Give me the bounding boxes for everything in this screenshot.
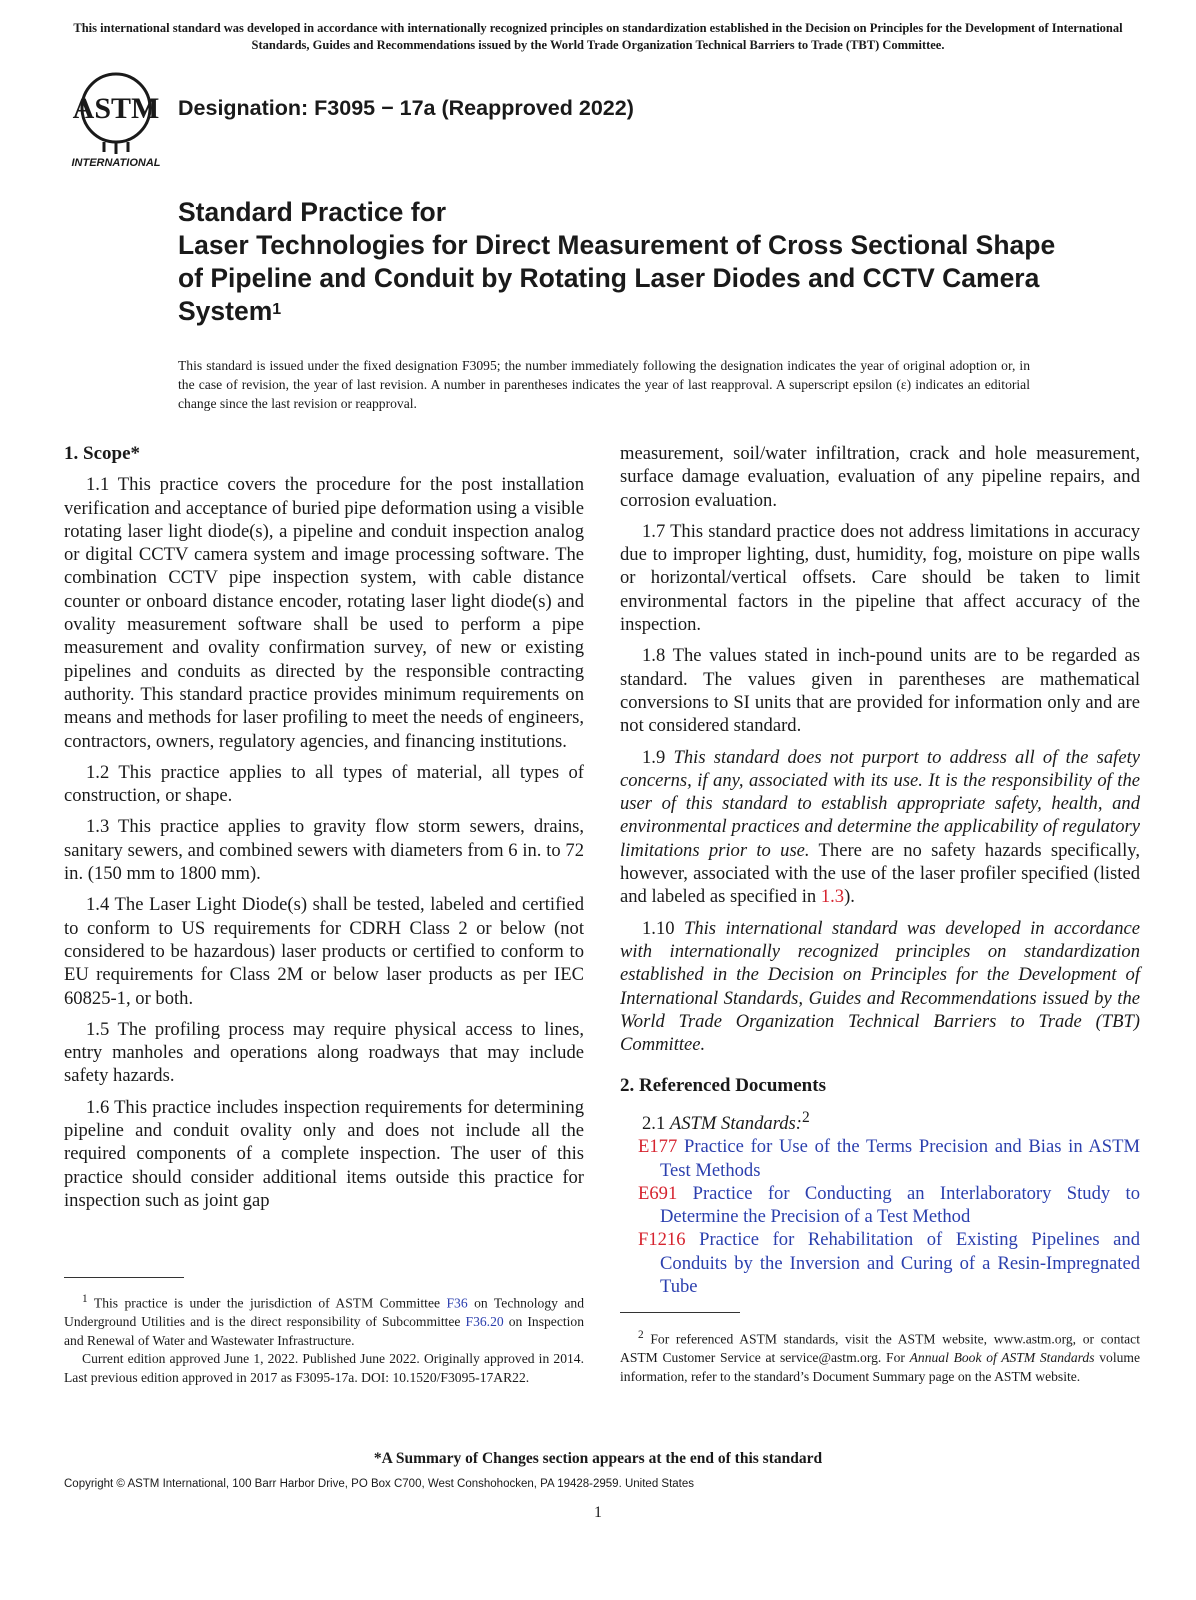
reference-title[interactable]: Practice for Conducting an Interlaboratory Study to Determine the Precision of a Test Method [660, 1182, 1140, 1228]
reference-item-e691 [620, 1182, 1140, 1229]
title-main: Laser Technologies for Direct Measurement of Cross Sectional Shape of Pipeline and Conduit by Rotating Laser Diodes and CCTV Camera System [178, 230, 1056, 326]
astm-standards-subheading [620, 1106, 1140, 1135]
section-1-9-number: 1.9 [642, 746, 666, 768]
reference-item-e177 [620, 1135, 1140, 1182]
footnote-rule-left [64, 1277, 184, 1278]
footnote-2-mark: 2 [638, 1329, 644, 1341]
reference-title[interactable]: Practice for Use of the Terms Precision and Bias in ASTM Test Methods [660, 1136, 1140, 1181]
section-1-6-continued: measurement, soil/water infiltration, crack and hole measurement, surface damage evaluation, evaluation of any pipeline repairs, and corrosion evaluation. [620, 443, 1140, 511]
title-line-1: Standard Practice for [178, 197, 447, 227]
title-line-2 [178, 229, 1078, 328]
subheading-footnote-mark: 2 [801, 1108, 810, 1126]
committee-f36-link[interactable]: F36 [446, 1295, 468, 1311]
footnote-1 [64, 1290, 584, 1387]
astm-logo-icon [62, 68, 170, 168]
title-footnote-mark: 1 [272, 301, 282, 318]
footnote-1-text-c: on Inspection and Renewal of Water and Wastewater Infrastructure. [64, 1314, 584, 1348]
summary-of-changes-note: *A Summary of Changes section appears at the end of this standard [373, 1450, 823, 1467]
section-1-9-text: There are no safety hazards specifically, however, associated with the use of the laser profiler specified (listed and labeled as specified in [620, 839, 1141, 908]
left-column [64, 442, 584, 1220]
footnote-2-italic: Annual Book of ASTM Standards [909, 1350, 1095, 1366]
footnote-2-text-b: volume information, refer to the standard’s Document Summary page on the ASTM website. [620, 1350, 1141, 1384]
footnote-2-text-a: For referenced ASTM standards, visit the ASTM website, www.astm.org, or contact ASTM Customer Service at service@astm.org. For [620, 1331, 1140, 1366]
footnote-1-edition: Current edition approved June 1, 2022. Published June 2022. Originally approved in 2014. Last previous edition approved in 2017 as F3095-17a. DOI: 10.1520/F3095-17AR22. [64, 1351, 584, 1385]
footnote-2 [620, 1326, 1140, 1386]
section-1-10-number: 1.10 [642, 917, 675, 939]
referenced-documents-heading: 2. Referenced Documents [620, 1075, 826, 1097]
section-1-7: 1.7 This standard practice does not address limitations in accuracy due to improper lighting, dust, humidity, fog, moisture on pipe walls or horizontal/vertical offsets. Care should be taken to limit environmental factors in the pipeline that affect accuracy of the inspection. [620, 520, 1140, 636]
copyright: Copyright © ASTM International, 100 Barr Harbor Drive, PO Box C700, West Conshohocken, PA 19428-2959. United States [64, 1478, 695, 1490]
subcommittee-f36-20-link[interactable]: F36.20 [465, 1314, 504, 1330]
section-1-6: 1.6 This practice includes inspection requirements for determining pipeline and conduit ovality only and does not include all the required components of a complete inspection. The user of this practice should consider additional items outside this practice for inspection such as joint gap [64, 1096, 584, 1211]
subheading-label: ASTM Standards: [669, 1112, 802, 1134]
section-1-2: 1.2 This practice applies to all types of material, all types of construction, or shape. [64, 761, 584, 807]
section-1-3-link[interactable]: 1.3 [820, 886, 845, 908]
section-1-1: 1.1 This practice covers the procedure for the post installation verification and acceptance of buried pipe deformation using a visible rotating laser light diode(s), a pipeline and conduit inspection analog or digital CCTV camera system and image processing software. The combination CCTV pipe inspection system, with cable distance counter or onboard distance encoder, rotating laser light diode(s) and ovality measurement software shall be used to perform a pipe measurement and ovality confirmation survey, of new or existing pipelines and conduits as directed by the responsible contracting authority. This standard practice provides minimum requirements on means and methods for laser profiling to meet the needs of engineers, contractors, owners, regulatory agencies, and financing institutions. [64, 474, 584, 752]
footnote-rule-right [620, 1312, 740, 1313]
footnote-1-text-b: on Technology and Underground Utilities and is the direct responsibility of Subcommittee [64, 1295, 584, 1330]
reference-item-f1216 [620, 1228, 1140, 1298]
page-number: 1 [594, 1504, 602, 1521]
section-1-10-italic: This international standard was developed in accordance with internationally recognized principles on standardization established in the Decision on Principles for the Development of International Standards, Guides and Recommendations issued by the World Trade Organization Technical Barriers to Trade (TBT) Committee. [620, 917, 1141, 1056]
footnote-1-text-a: This practice is under the jurisdiction of ASTM Committee [93, 1295, 441, 1311]
issued-note: This standard is issued under the fixed designation F3095; the number immediately following the designation indicates the year of original adoption or, in the case of revision, the year of last revision. A number in parentheses indicates the year of last reapproval. A superscript epsilon (ε) indicates an editorial change since the last revision or reapproval. [178, 358, 1030, 411]
logo-text: ASTM [72, 92, 160, 125]
section-1-8: 1.8 The values stated in inch-pound units are to be regarded as standard. The values given in parentheses are mathematical conversions to SI units that are provided for information only and are not considered standard. [620, 645, 1140, 737]
reference-code[interactable]: E177 [638, 1136, 678, 1158]
subheading-number: 2.1 [642, 1112, 666, 1134]
section-1-10 [620, 917, 1140, 1057]
section-1-9-italic: This standard does not purport to address all of the safety concerns, if any, associated with its use. It is the responsibility of the user of this standard to establish appropriate safety, health, and environmental practices and determine the applicability of regulatory limitations prior to use. [620, 746, 1140, 861]
logo-sub-text: INTERNATIONAL [71, 157, 161, 168]
document-title [178, 196, 1078, 328]
wto-notice: This international standard was developed in accordance with internationally recognized principles on standardization established in the Decision on Principles for the Development of International Standards, Guides and Recommendations issued by the World Trade Organization Technical Barriers to Trade (TBT) Committee. [73, 21, 1123, 52]
section-1-4: 1.4 The Laser Light Diode(s) shall be tested, labeled and certified to conform to US requirements for CDRH Class 2 or below (not considered to be hazardous) laser products or certified to conform to EU requirements for Class 2M or below laser products as per IEC 60825-1, or both. [64, 894, 584, 1009]
footnote-1-mark: 1 [82, 1293, 88, 1305]
section-1-3: 1.3 This practice applies to gravity flow storm sewers, drains, sanitary sewers, and combined sewers with diameters from 6 in. to 72 in. (150 mm to 1800 mm). [64, 816, 584, 885]
reference-code[interactable]: E691 [638, 1182, 678, 1204]
scope-heading: 1. Scope* [64, 443, 140, 464]
section-1-9-end: ). [844, 886, 855, 908]
designation: Designation: F3095 − 17a (Reapproved 2022) [178, 96, 634, 120]
section-1-9 [620, 746, 1140, 909]
reference-code[interactable]: F1216 [638, 1229, 686, 1251]
right-column [620, 442, 1140, 1298]
section-1-5: 1.5 The profiling process may require physical access to lines, entry manholes and operations along roadways that may include safety hazards. [64, 1018, 584, 1087]
reference-title[interactable]: Practice for Rehabilitation of Existing Pipelines and Conduits by the Inversion and Curing of a Resin-Impregnated Tube [660, 1229, 1140, 1297]
